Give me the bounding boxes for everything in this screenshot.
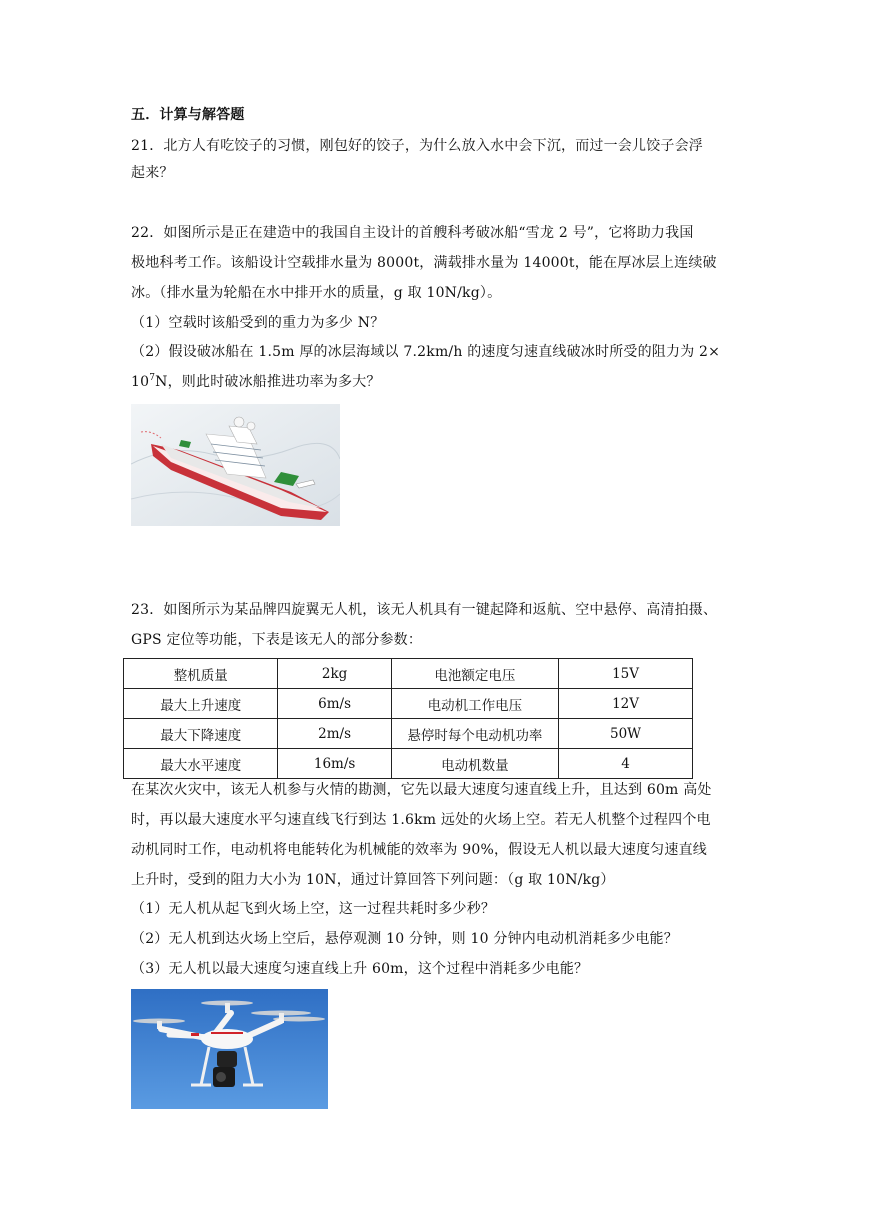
- q21-line1: 21．北方人有吃饺子的习惯，刚包好的饺子，为什么放入水中会下沉，而过一会儿饺子会浮: [131, 138, 704, 154]
- q23-sub3: （3）无人机以最大速度匀速直线上升 60m，这个过程中消耗多少电能？: [131, 961, 589, 977]
- table-cell: 2m/s: [278, 719, 391, 749]
- q21-line2: 起来？: [131, 165, 174, 181]
- drone-parameter-table: [123, 658, 693, 779]
- q22-line1: 22．如图所示是正在建造中的我国自主设计的首艘科考破冰船“雪龙 2 号”，它将助力我国: [131, 225, 694, 241]
- q23-line2: GPS 定位等功能，下表是该无人的部分参数：: [131, 632, 423, 648]
- q22-sub2-cont: [131, 372, 381, 392]
- table-row: [124, 659, 693, 689]
- table-cell: 2kg: [278, 659, 391, 689]
- q23-line1: 23．如图所示为某品牌四旋翼无人机，该无人机具有一键起降和返航、空中悬停、高清拍摄、: [131, 602, 718, 618]
- table-cell: 16m/s: [278, 749, 391, 779]
- q23-para2: 时，再以最大速度水平匀速直线飞行到达 1.6km 远处的火场上空。若无人机整个过程四个电: [131, 812, 711, 828]
- table-row: [124, 719, 693, 749]
- table-cell: 50W: [559, 719, 693, 749]
- q22-sub2: （2）假设破冰船在 1.5m 厚的冰层海域以 7.2km/h 的速度匀速直线破冰时所受的阻力为 2×: [131, 344, 721, 360]
- q22-sub2-tail: N，则此时破冰船推进功率为多大？: [155, 374, 381, 390]
- table-cell: 悬停时每个电动机功率: [391, 719, 558, 749]
- section-title: 五．计算与解答题: [131, 107, 245, 123]
- table-cell: 电动机工作电压: [391, 689, 558, 719]
- icebreaker-ship-image: [131, 404, 340, 526]
- q22-sub1: （1）空载时该船受到的重力为多少 N？: [131, 315, 385, 331]
- q23-para4: 上升时，受到的阻力大小为 10N，通过计算回答下列问题：（g 取 10N/kg）: [131, 872, 615, 888]
- table-cell: 最大下降速度: [124, 719, 278, 749]
- table-cell: 15V: [559, 659, 693, 689]
- table-cell: 整机质量: [124, 659, 278, 689]
- table-cell: 4: [559, 749, 693, 779]
- q22-power-base: 10: [131, 374, 150, 390]
- q22-line2: 极地科考工作。该船设计空载排水量为 8000t，满载排水量为 14000t，能在厚冰层上连续破: [131, 255, 717, 271]
- table-row: [124, 749, 693, 779]
- q23-para1: 在某次火灾中，该无人机参与火情的勘测，它先以最大速度匀速直线上升，且达到 60m 高处: [131, 782, 712, 798]
- quadcopter-drone-image: [131, 989, 328, 1109]
- table-cell: 电动机数量: [391, 749, 558, 779]
- table-cell: 最大水平速度: [124, 749, 278, 779]
- q23-sub2: （2）无人机到达火场上空后，悬停观测 10 分钟，则 10 分钟内电动机消耗多少电能？: [131, 931, 678, 947]
- q22-power-exponent: 7: [149, 373, 156, 383]
- q23-para3: 动机同时工作，电动机将电能转化为机械能的效率为 90%，假设无人机以最大速度匀速直线: [131, 842, 707, 858]
- table-cell: 电池额定电压: [391, 659, 558, 689]
- table-cell: 6m/s: [278, 689, 391, 719]
- q23-sub1: （1）无人机从起飞到火场上空，这一过程共耗时多少秒？: [131, 901, 496, 917]
- table-row: [124, 689, 693, 719]
- table-cell: 最大上升速度: [124, 689, 278, 719]
- q22-line3: 冰。（排水量为轮船在水中排开水的质量，g 取 10N/kg）。: [131, 285, 502, 301]
- table-cell: 12V: [559, 689, 693, 719]
